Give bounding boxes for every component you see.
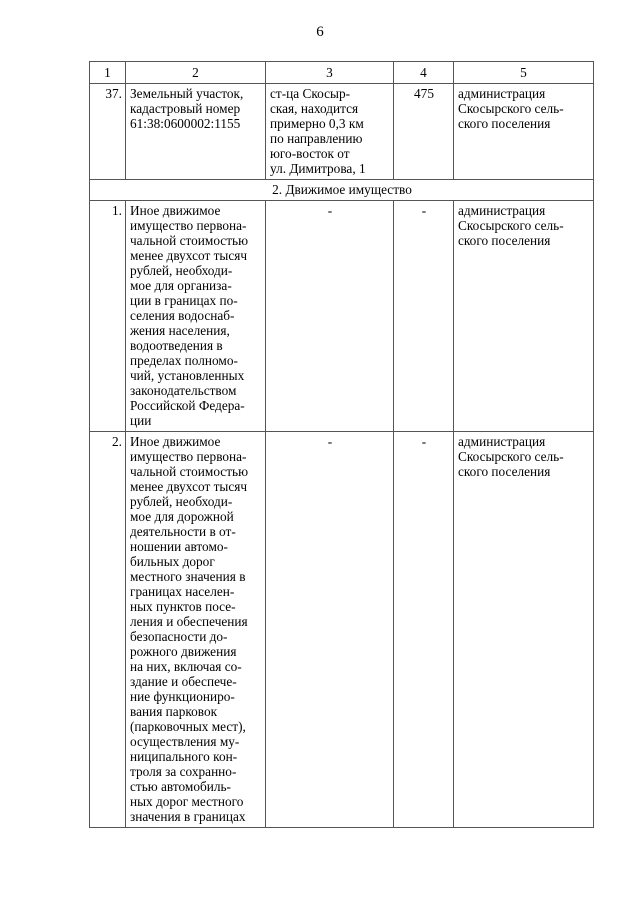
property-area: - <box>394 201 454 432</box>
text-line: троля за сохранно- <box>130 764 237 779</box>
table-row <box>90 84 594 180</box>
text-line: ции <box>130 413 152 428</box>
text-line: менее двухсот тысяч <box>130 479 248 494</box>
text-line: границах населен- <box>130 584 235 599</box>
header-col-2: 2 <box>126 62 266 84</box>
property-location: - <box>266 201 394 432</box>
text-line: ниципального кон- <box>130 749 238 764</box>
text-line: здание и обеспече- <box>130 674 237 689</box>
text-line: 61:38:0600002:1155 <box>130 116 241 131</box>
text-line: Скосырского сель- <box>458 218 564 233</box>
text-line: ул. Димитрова, 1 <box>270 161 366 176</box>
property-location: - <box>266 432 394 828</box>
text-line: администрация <box>458 86 546 101</box>
text-line: ношении автомо- <box>130 539 228 554</box>
text-line: Иное движимое <box>130 203 221 218</box>
table-row <box>90 201 594 432</box>
property-area: - <box>394 432 454 828</box>
text-line: мое для организа- <box>130 278 232 293</box>
text-line: рублей, необходи- <box>130 263 233 278</box>
text-line: по направлению <box>270 131 363 146</box>
text-line: чальной стоимостью <box>130 464 249 479</box>
section-title: 2. Движимое имущество <box>90 180 594 201</box>
property-name <box>126 432 266 828</box>
header-col-1: 1 <box>90 62 126 84</box>
table-row <box>90 432 594 828</box>
text-line: юго-восток от <box>270 146 350 161</box>
text-line: пределах полномо- <box>130 353 238 368</box>
text-line: Земельный участок, <box>130 86 244 101</box>
text-line: ского поселения <box>458 116 551 131</box>
text-line: рублей, необходи- <box>130 494 233 509</box>
text-line: безопасности до- <box>130 629 228 644</box>
text-line: на них, включая со- <box>130 659 242 674</box>
property-holder <box>454 201 594 432</box>
text-line: администрация <box>458 434 546 449</box>
text-line: администрация <box>458 203 546 218</box>
property-name <box>126 84 266 180</box>
text-line: ние функциониро- <box>130 689 235 704</box>
row-number: 37. <box>90 84 126 180</box>
row-number: 1. <box>90 201 126 432</box>
text-line: кадастровый номер <box>130 101 241 116</box>
text-line: имущество первона- <box>130 449 247 464</box>
text-line: мое для дорожной <box>130 509 234 524</box>
text-line: чий, установленных <box>130 368 245 383</box>
text-line: водоотведения в <box>130 338 223 353</box>
text-line: законодательством <box>130 383 237 398</box>
text-line: Скосырского сель- <box>458 449 564 464</box>
row-number: 2. <box>90 432 126 828</box>
section-row <box>90 180 594 201</box>
text-line: деятельности в от- <box>130 524 236 539</box>
text-line: Иное движимое <box>130 434 221 449</box>
text-line: ции в границах по- <box>130 293 238 308</box>
text-line: имущество первона- <box>130 218 247 233</box>
text-line: менее двухсот тысяч <box>130 248 248 263</box>
text-line: Российской Федера- <box>130 398 245 413</box>
text-line: осуществления му- <box>130 734 240 749</box>
text-line: ского поселения <box>458 464 551 479</box>
text-line: примерно 0,3 км <box>270 116 364 131</box>
text-line: Скосырского сель- <box>458 101 564 116</box>
property-name <box>126 201 266 432</box>
text-line: жения населения, <box>130 323 230 338</box>
text-line: рожного движения <box>130 644 237 659</box>
text-line: местного значения в <box>130 569 246 584</box>
text-line: значения в границах <box>130 809 246 824</box>
text-line: ных дорог местного <box>130 794 244 809</box>
header-col-5: 5 <box>454 62 594 84</box>
property-register-table <box>89 61 594 828</box>
text-line: стью автомобиль- <box>130 779 231 794</box>
property-location <box>266 84 394 180</box>
header-col-4: 4 <box>394 62 454 84</box>
text-line: ская, находится <box>270 101 359 116</box>
property-area: 475 <box>394 84 454 180</box>
page-number: 6 <box>316 24 324 40</box>
text-line: чальной стоимостью <box>130 233 249 248</box>
table-header-row <box>90 62 594 84</box>
text-line: ского поселения <box>458 233 551 248</box>
text-line: ст-ца Скосыр- <box>270 86 351 101</box>
property-holder <box>454 432 594 828</box>
text-line: ных пунктов посе- <box>130 599 236 614</box>
property-holder <box>454 84 594 180</box>
text-line: селения водоснаб- <box>130 308 235 323</box>
text-line: бильных дорог <box>130 554 215 569</box>
text-line: (парковочных мест), <box>130 719 246 734</box>
text-line: вания парковок <box>130 704 218 719</box>
text-line: ления и обеспечения <box>130 614 248 629</box>
header-col-3: 3 <box>266 62 394 84</box>
